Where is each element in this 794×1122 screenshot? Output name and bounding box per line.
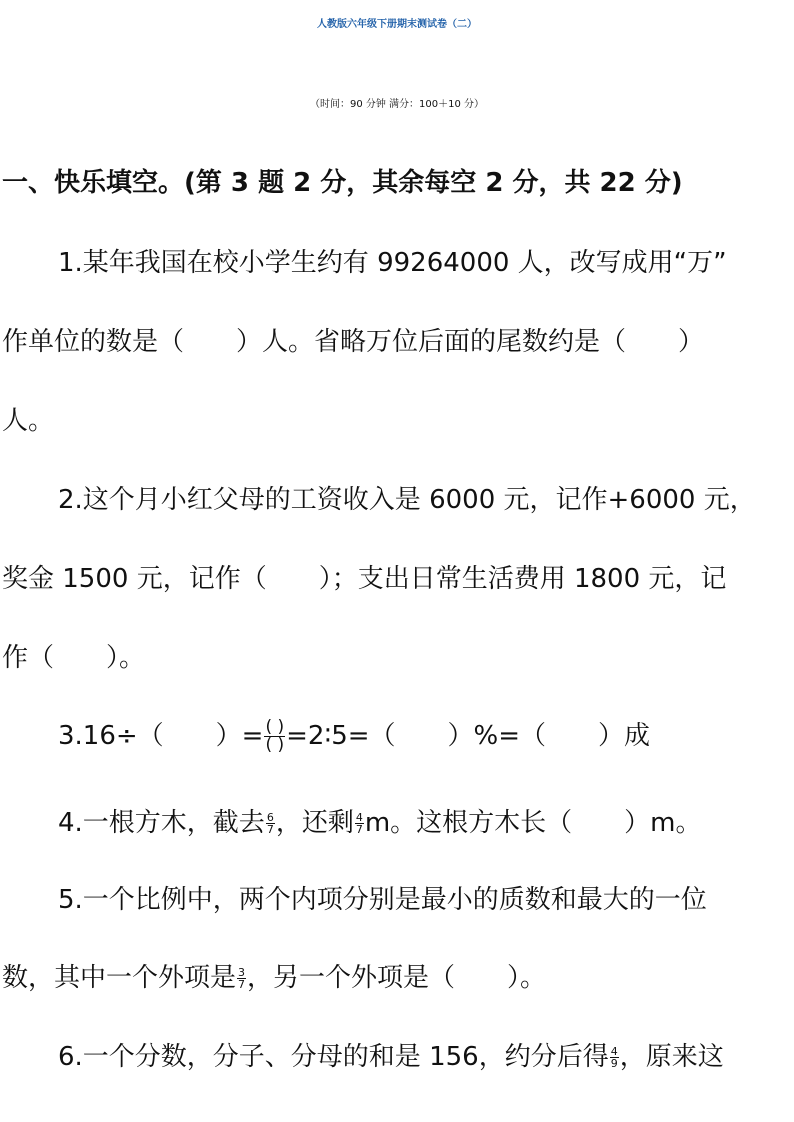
fraction-numerator: 4 (355, 811, 363, 824)
fraction-numerator: ( ) (265, 717, 285, 737)
question-3-text-after: =2∶5=（ ）%=（ ）成 (286, 721, 651, 751)
question-2-line-1: 2.这个月小红父母的工资收入是 6000 元，记作+6000 元， (58, 485, 756, 515)
question-1-line-3: 人。 (2, 406, 55, 436)
question-5-fraction (237, 967, 246, 990)
question-3 (58, 719, 650, 754)
question-4-text-1: 4.一根方木，截去 (58, 808, 265, 838)
question-5-line-1: 5.一个比例中，两个内项分别是最小的质数和最大的一位 (58, 885, 707, 915)
question-6-fraction (610, 1046, 619, 1069)
question-1-line-2: 作单位的数是（ ）人。省略万位后面的尾数约是（ ） (2, 327, 705, 357)
question-5-text-after: ，另一个外项是（ ）。 (247, 963, 547, 993)
question-2-line-2: 奖金 1500 元，记作（ ）；支出日常生活费用 1800 元，记 (2, 564, 727, 594)
question-4 (58, 806, 701, 840)
question-4-text-2: ，还剩 (275, 808, 354, 838)
question-5-text-before: 数，其中一个外项是 (2, 963, 237, 993)
question-3-fraction (264, 719, 285, 754)
section-heading: 一、快乐填空。(第 3 题 2 分，其余每空 2 分，共 22 分) (2, 168, 683, 198)
question-2-line-3: 作（ ）。 (2, 643, 146, 673)
question-6-text-after: ，原来这 (619, 1042, 724, 1072)
fraction-denominator: ( ) (265, 735, 285, 755)
fraction-denominator: 7 (266, 823, 274, 836)
page-title: 人教版六年级下册期末测试卷（二） (317, 19, 477, 30)
question-5-line-2 (2, 961, 546, 995)
question-4-text-3: m。这根方木长（ ）m。 (364, 808, 702, 838)
question-6-text-before: 6.一个分数，分子、分母的和是 156，约分后得 (58, 1042, 609, 1072)
question-4-fraction-1 (266, 812, 275, 835)
question-1-line-1: 1.某年我国在校小学生约有 99264000 人，改写成用“万” (58, 248, 727, 278)
fraction-numerator: 4 (610, 1045, 618, 1058)
fraction-denominator: 7 (355, 823, 363, 836)
fraction-numerator: 3 (238, 966, 246, 979)
fraction-denominator: 7 (238, 978, 246, 991)
question-4-fraction-2 (355, 812, 364, 835)
exam-info: （时间：90 分钟 满分：100＋10 分） (309, 99, 485, 110)
question-3-text-before: 3.16÷（ ）= (58, 721, 264, 751)
fraction-numerator: 6 (266, 811, 274, 824)
question-6-line-1 (58, 1040, 724, 1074)
fraction-denominator: 9 (610, 1057, 618, 1070)
